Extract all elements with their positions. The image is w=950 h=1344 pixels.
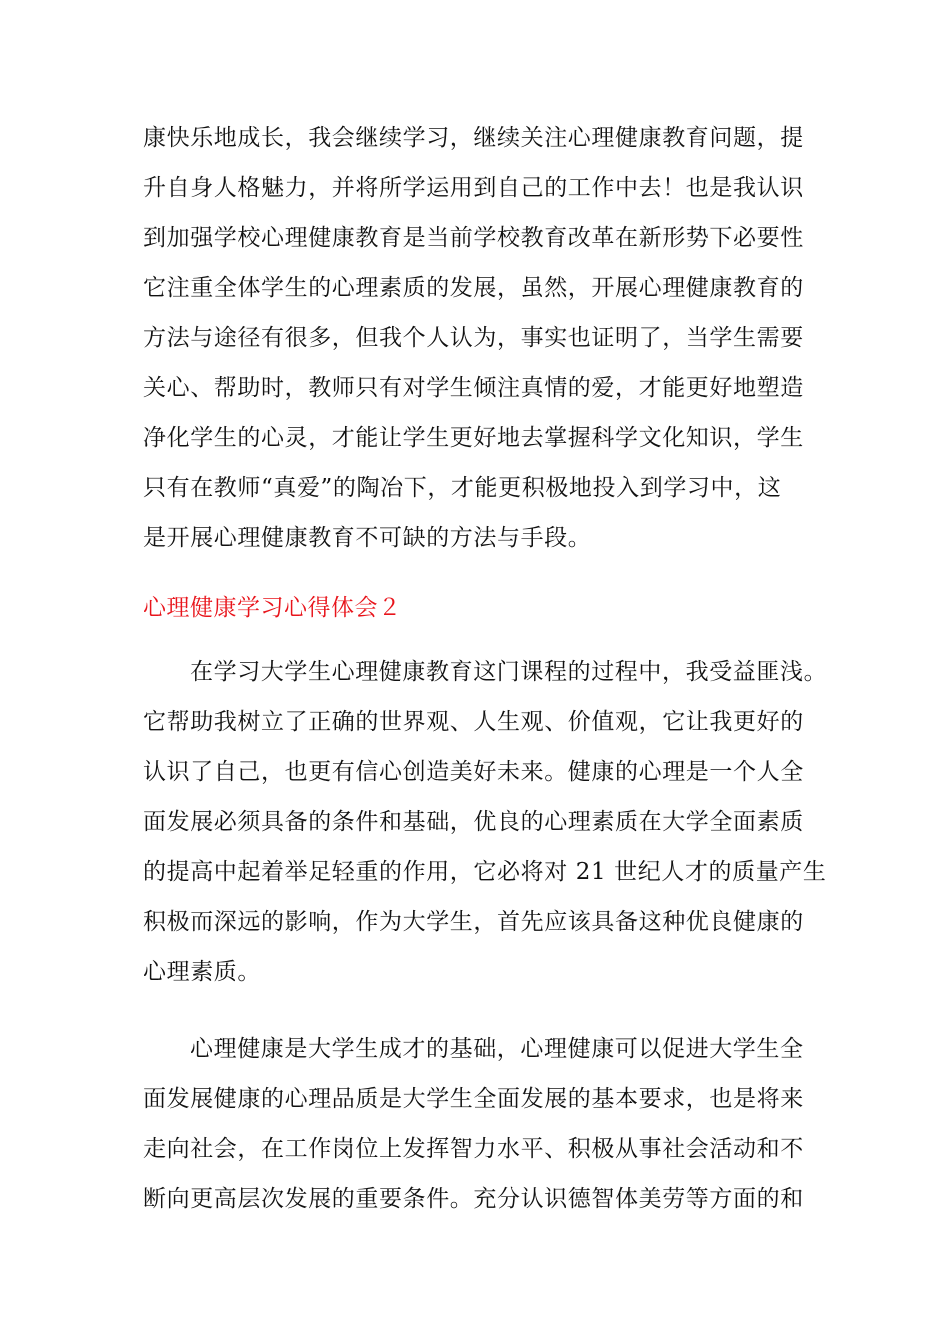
paragraph-1-line-6: 关心、帮助时，教师只有对学生倾注真情的爱，才能更好地塑造 [143, 375, 804, 401]
paragraph-2-line-2: 它帮助我树立了正确的世界观、人生观、价值观，它让我更好的 [143, 709, 804, 735]
paragraph-3-line-2: 面发展健康的心理品质是大学生全面发展的基本要求，也是将来 [143, 1086, 804, 1112]
paragraph-1-line-4: 它注重全体学生的心理素质的发展，虽然，开展心理健康教育的 [143, 275, 804, 301]
paragraph-3-line-4: 断向更高层次发展的重要条件。充分认识德智体美劳等方面的和 [143, 1186, 804, 1212]
paragraph-3-line-3: 走向社会，在工作岗位上发挥智力水平、积极从事社会活动和不 [143, 1136, 804, 1162]
paragraph-1-line-5: 方法与途径有很多，但我个人认为，事实也证明了，当学生需要 [143, 325, 804, 351]
paragraph-2-line-3: 认识了自己，也更有信心创造美好未来。健康的心理是一个人全 [143, 759, 804, 785]
section-heading: 心理健康学习心得体会２ [143, 595, 402, 621]
paragraph-2-line-4: 面发展必须具备的条件和基础，优良的心理素质在大学全面素质 [143, 809, 804, 835]
paragraph-1-line-1: 康快乐地成长，我会继续学习，继续关注心理健康教育问题，提 [143, 125, 804, 151]
paragraph-1-line-3: 到加强学校心理健康教育是当前学校教育改革在新形势下必要性 [143, 225, 804, 251]
paragraph-1-line-2: 升自身人格魅力，并将所学运用到自己的工作中去！也是我认识 [143, 175, 804, 201]
paragraph-1-line-7: 净化学生的心灵，才能让学生更好地去掌握科学文化知识，学生 [143, 425, 804, 451]
paragraph-3-line-1: 心理健康是大学生成才的基础，心理健康可以促进大学生全 [190, 1036, 804, 1062]
paragraph-2-line-1: 在学习大学生心理健康教育这门课程的过程中，我受益匪浅。 [190, 659, 828, 685]
paragraph-1-line-8: 只有在教师“真爱”的陶冶下，才能更积极地投入到学习中，这 [143, 475, 782, 501]
paragraph-1-line-9: 是开展心理健康教育不可缺的方法与手段。 [143, 525, 592, 551]
paragraph-2-line-6: 积极而深远的影响，作为大学生，首先应该具备这种优良健康的 [143, 909, 804, 935]
paragraph-2-line-5: 的提高中起着举足轻重的作用，它必将对 21 世纪人才的质量产生 [143, 859, 827, 885]
paragraph-2-line-7: 心理素质。 [143, 959, 261, 985]
